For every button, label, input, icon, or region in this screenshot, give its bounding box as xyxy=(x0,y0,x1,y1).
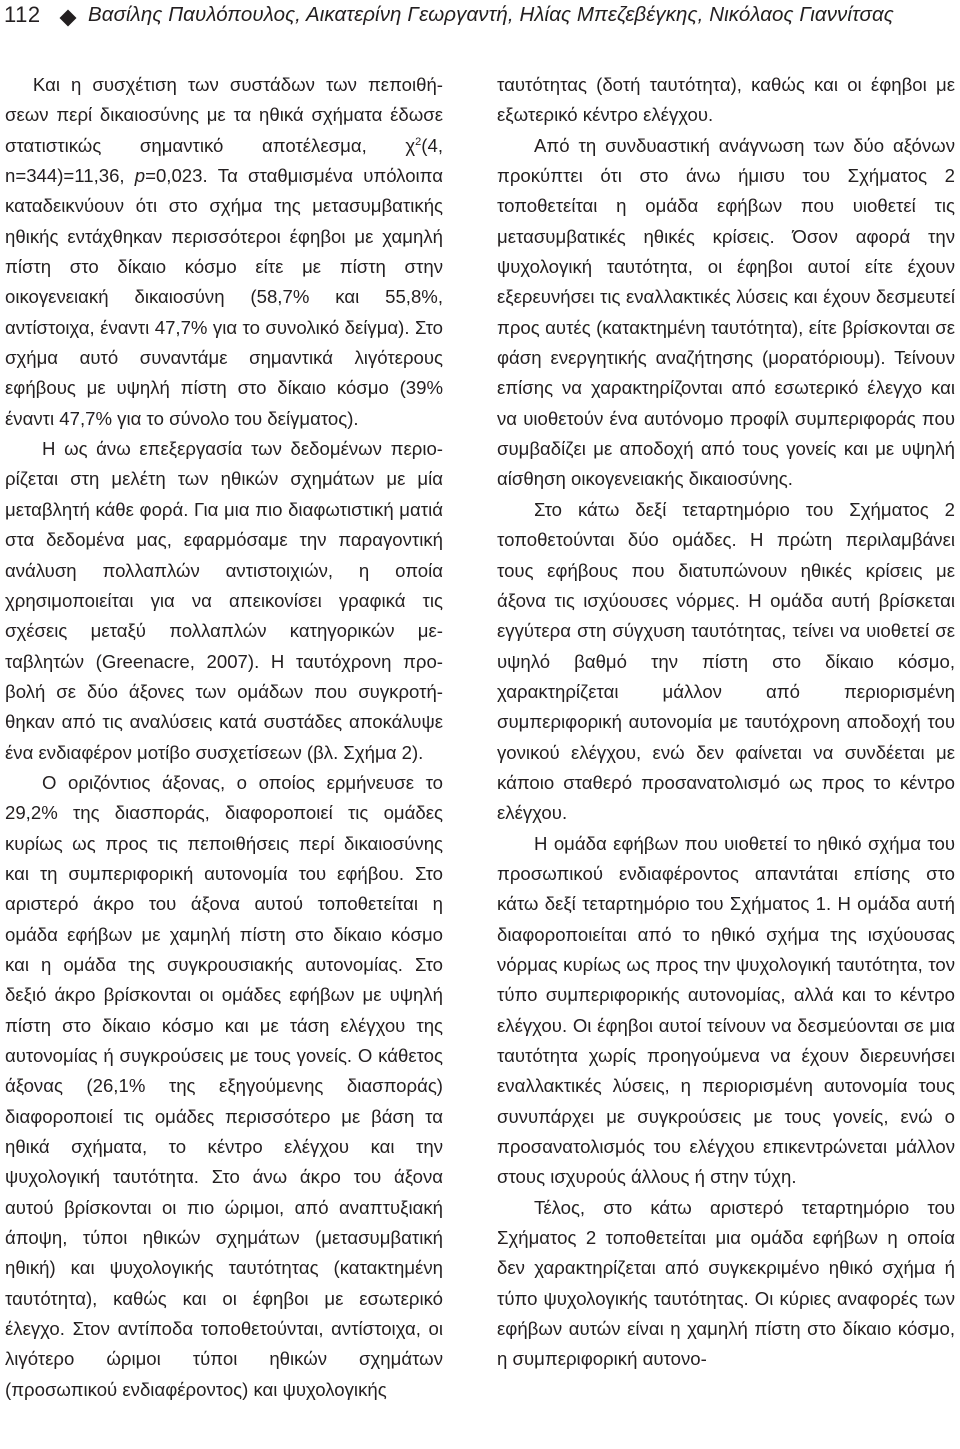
paragraph: Από τη συνδυαστική ανάγνωση των δύο αξόνων προκύπτει ότι στο άνω ήμισυ του Σχήματος 2 τοποθετείται η ομάδα εφήβων που υιοθετεί τις μετασυμβατικές ηθικές κρίσεις. Όσον αφορά την ψυχολογική ταυτότητα, οι έφηβοι αυτοί είτε έχουν εξερευνήσει τις εναλλακτικές λύσεις και έχουν δεσμευτεί προς αυτές (κατακτημένη ταυτότητα), είτε βρίσκονται σε φάση ενεργητικής αναζήτησης (μορατόριουμ). Τείνουν επίσης να χαρακτηρίζονται από εσωτερικό έλεγχο και να υιοθετούν ένα αυτόνομο προφίλ συμπεριφοράς που συμβαδίζει με αποδοχή από τους γονείς και με υψηλή αίσθηση οικογενειακής δικαιοσύνης. xyxy=(497,134,955,490)
paragraph: Και η συσχέτιση των συστάδων των πεποιθήσεων περί δικαιοσύνης με τα ηθικά σχήματα έδωσε στατιστικώς σημαντικό αποτέλεσμα, $\chi^2(4$, n=344)=11,36, p=0,023. Τα σταθμισμένα υπόλοιπα καταδεικνύουν ότι στο σχήμα της μετασυμβατικής ηθικής εντάχθηκαν περισσότεροι έφηβοι με χαμηλή πίστη στο δίκαιο κόσμο είτε με πίστη στην οικογενειακή δικαιοσύνη (58,7% και 55,8%, αντίστοιχα, έναντι 47,7% για το συνολικό δείγμα). Στο σχήμα αυτό συναντάμε σημαντικά λιγότερους εφήβους με υψηλή πίστη στο δίκαιο κόσμο (39% έναντι 47,7% για το σύνολο του δείγματος). xyxy=(5,74,443,429)
diamond-icon xyxy=(60,10,77,27)
right-column xyxy=(497,70,955,1375)
running-head-authors: Βασίλης Παυλόπουλος, Αικατερίνη Γεωργαντή, Ηλίας Μπεζεβέγκης, Νικόλαος Γιαννίτσας xyxy=(88,3,894,26)
paragraph: Ο οριζόντιος άξονας, ο οποίος ερμήνευσε το 29,2% της διασποράς, διαφοροποιεί τις ομάδες κυρίως ως προς τις πεποιθήσεις περί δικαιοσύνης και τη συμπεριφορική αυτονομία του εφήβου. Στο αριστερό άκρο του άξονα αυτού τοποθετείται η ομάδα εφήβων με χαμηλή πίστη στο δίκαιο κόσμο και η ομάδα της συγκρουσιακής αυτονομίας. Στο δεξιό άκρο βρίσκονται οι ομάδες εφήβων με υψηλή πίστη στο δίκαιο κόσμο και με τάση ελέγχου της αυτονομίας ή συγκρούσεις με τους γονείς. Ο κάθετος άξονας (26,1% της εξηγούμενης διασποράς) διαφοροποιεί τις ομάδες περισσότερο με βάση τα ηθικά σχήματα, το κέντρο ελέγχου και την ψυχολογική ταυτότητα. Στο άνω άκρο του άξονα αυτού βρίσκονται οι πιο ώριμοι, από αναπτυξιακή άποψη, τύποι ηθικών σχημάτων (μετασυμβατική ηθική) και ψυχολογικής ταυτότητας (κατακτημένη ταυτότητα), καθώς και οι έφηβοι με εσωτερικό έλεγχο. Στον αντίποδα τοποθετούνται, αντίστοιχα, οι λιγότερο ώριμοι τύποι ηθικών σχημάτων (προσωπικού ενδιαφέροντος) και ψυχολογικής xyxy=(5,771,443,1400)
page-number: 112 xyxy=(4,2,41,27)
paragraph: Τέλος, στο κάτω αριστερό τεταρτημόριο του Σχήματος 2 τοποθετείται μια ομάδα εφήβων η οποία δεν χαρακτηρίζεται από συγκεκριμένο ηθικό σχήμα ή τύπο ψυχολογικής ταυτότητας. Οι κύριες αναφορές των εφήβων αυτών είναι η χαμηλή πίστη στο δίκαιο κόσμο, η συμπεριφορική αυτονο- xyxy=(497,1196,955,1370)
paragraph: ταυτότητας (δοτή ταυτότητα), καθώς και οι έφηβοι με εξωτερικό κέντρο ελέγχου. xyxy=(497,74,955,126)
paragraph: Στο κάτω δεξί τεταρτημόριο του Σχήματος 2 τοποθετούνται δύο ομάδες. Η πρώτη περιλαμβάνει τους εφήβους που διατυπώνουν ηθικές κρίσεις με άξονα τις ισχύουσες νόρμες. Η ομάδα αυτή βρίσκεται εγγύτερα στη σύγχυση ταυτότητας, τείνει να υιοθετεί σε υψηλό βαθμό την πίστη στο δίκαιο κόσμο, χαρακτηρίζεται μάλλον από περιορισμένη συμπεριφορική αυτονομία με ταυτόχρονη αποδοχή του γονικού ελέγχου, ενώ δεν φαίνεται να συνδέεται με κάποιο σταθερό προσανατολισμό ως προς το κέντρο ελέγχου. xyxy=(497,498,955,824)
running-header xyxy=(0,0,960,38)
paragraph: Η ομάδα εφήβων που υιοθετεί το ηθικό σχήμα του προσωπικού ενδιαφέροντος απαντάται επίσης στο κάτω δεξί τεταρτημόριο του Σχήματος 1. Η ομάδα αυτή διαφοροποιείται από το ηθικό σχήμα της ισχύουσας νόρμας κυρίως ως προς την ψυχολογική ταυτότητα, τον τύπο συμπεριφορικής αυτονομίας, αλλά και το κέντρο ελέγχου. Οι έφηβοι αυτοί τείνουν να δεσμεύονται σε μια ταυτότητα χωρίς προηγούμενα να έχουν διερευνήσει εναλλακτικές λύσεις, η περιορισμένη αυτονομία τους συνυπάρχει με συγκρούσεις με τους γονείς, ενώ ο προσανατολισμός του ελέγχου επικεντρώνεται μάλλον στους ισχυρούς άλλους ή στην τύχη. xyxy=(497,832,955,1188)
left-column xyxy=(5,70,443,1405)
paragraph: Η ως άνω επεξεργασία των δεδομένων περιορίζεται στη μελέτη των ηθικών σχημάτων με μία μεταβλητή κάθε φορά. Για μια πιο διαφωτιστική ματιά στα δεδομένα μας, εφαρμόσαμε την παραγοντική ανάλυση πολλαπλών αντιστοιχιών, η οποία χρησιμοποιείται για να απεικονίσει γραφικά τις σχέσεις μεταξύ πολλαπλών κατηγορικών μεταβλητών (Greenacre, 2007). Η ταυτόχρονη προβολή σε δύο άξονες των ομάδων που συγκροτήθηκαν από τις αναλύσεις κατά συστάδες αποκάλυψε ένα ενδιαφέρον μοτίβο συσχετίσεων (βλ. Σχήμα 2). xyxy=(5,438,443,763)
